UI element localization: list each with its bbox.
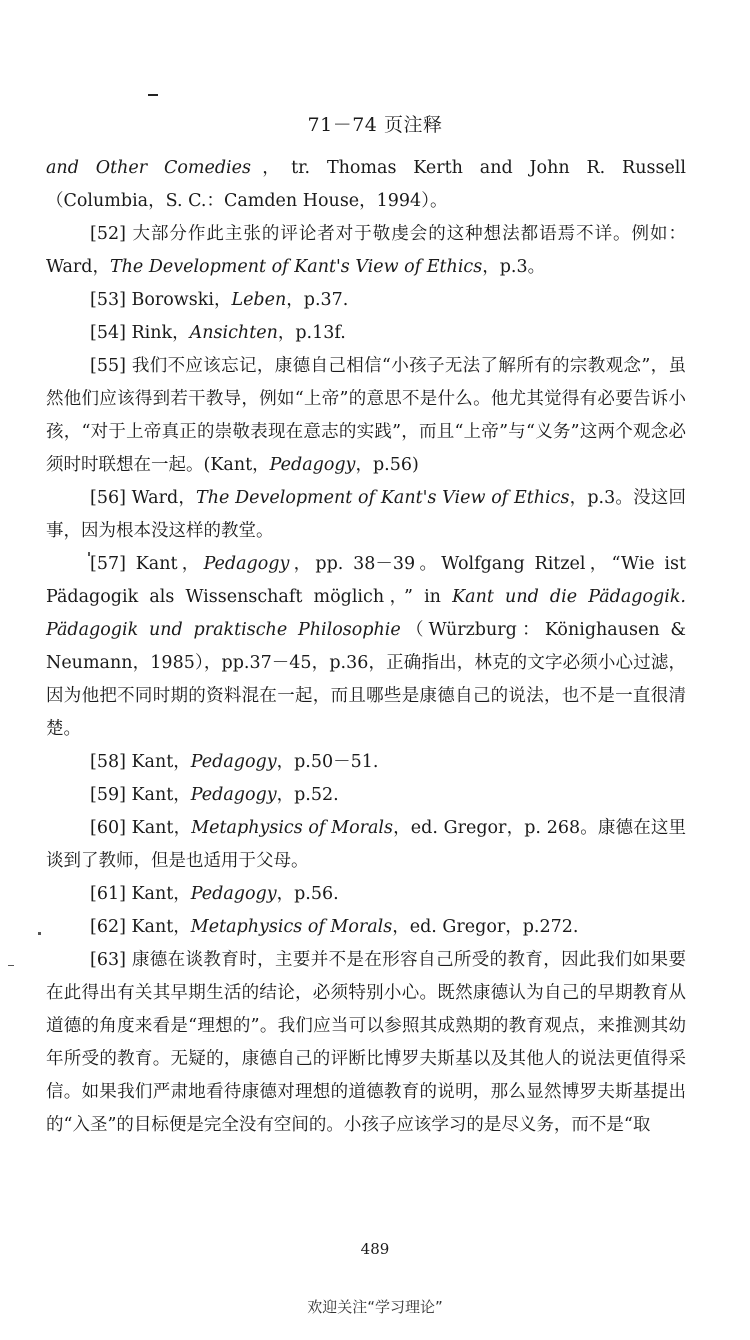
note-text: [59] Kant， — [90, 785, 191, 805]
italic-title: Kant und die Pädagogik. Pädagogik und praktische Philosophie — [46, 587, 686, 640]
note-text: ，p.3。 — [482, 257, 546, 277]
note-text: ，p.52. — [276, 785, 339, 805]
note-54 — [46, 317, 686, 350]
italic-title: The Development of Kant's View of Ethics — [196, 488, 570, 508]
note-61 — [46, 878, 686, 911]
note-text: ，p.37. — [286, 290, 349, 310]
italic-title: Pedagogy — [190, 785, 277, 805]
watermark-text: 欢迎关注“学习理论” — [307, 1298, 443, 1316]
note-text: [58] Kant， — [90, 752, 191, 772]
note-text: [61] Kant， — [90, 884, 191, 904]
scan-speck — [38, 932, 41, 935]
note-text: [62] Kant， — [90, 917, 191, 937]
italic-title: The Development of Kant's View of Ethics — [109, 257, 483, 277]
italic-title: Pedagogy — [190, 752, 277, 772]
italic-title: and Other Comedies — [46, 158, 251, 178]
note-text: ，tr. Thomas Kerth and John R. Russell（Columbia，S. C.：Camden House，1994）。 — [46, 158, 687, 211]
note-text: ，p.13f. — [277, 323, 346, 343]
scan-speck — [8, 965, 14, 966]
note-52 — [46, 218, 686, 284]
note-text: [54] Rink， — [90, 323, 190, 343]
page-number: 489 — [360, 1240, 390, 1258]
scan-speck — [88, 552, 90, 556]
note-text: ，ed. Gregor，p.272. — [392, 917, 579, 937]
note-text: ，p.56) — [355, 455, 419, 475]
note-56 — [46, 482, 686, 548]
note-text: ，p.3。没这回事，因为根本没这样的教堂。 — [46, 488, 686, 541]
italic-title: Pedagogy — [269, 455, 356, 475]
note-text: （Würzburg：Könighausen & Neumann，1985），pp.37－45，p.36，正确指出，林克的文字必须小心过滤，因为他把不同时期的资料混在一起，而且哪些是康德自己的说法，也不是一直很清楚。 — [46, 620, 686, 739]
note-62 — [46, 911, 686, 944]
running-head: 71－74 页注释 — [307, 114, 443, 136]
italic-title: Metaphysics of Morals — [190, 917, 393, 937]
note-57 — [46, 548, 686, 746]
italic-title: Ansichten — [189, 323, 278, 343]
note-text: [60] Kant， — [90, 818, 192, 838]
note-60 — [46, 812, 686, 878]
note-58 — [46, 746, 686, 779]
note-text: ，p.56. — [276, 884, 339, 904]
italic-title: Pedagogy — [203, 554, 290, 574]
note-text: [63] 康德在谈教育时，主要并不是在形容自己所受的教育，因此我们如果要在此得出有关其早期生活的结论，必须特别小心。既然康德认为自己的早期教育从道德的角度来看是“理想的”。我们应当可以参照其成熟期的教育观点，来推测其幼年所受的教育。无疑的，康德自己的评断比博罗夫斯基以及其他人的说法更值得采信。如果我们严肃地看待康德对理想的道德教育的说明，那么显然博罗夫斯基提出的“入圣”的目标便是完全没有空间的。小孩子应该学习的是尽义务，而不是“取 — [46, 950, 686, 1135]
note-text: ，pp. 38－39。Wolfgang Ritzel，“Wie ist Pädagogik als Wissenschaft möglich，” in — [46, 554, 687, 607]
note-63 — [46, 944, 686, 1142]
notes-body — [46, 152, 686, 1142]
note-text: [56] Ward， — [90, 488, 197, 508]
italic-title: Leben — [231, 290, 287, 310]
note-59 — [46, 779, 686, 812]
note-text: [52] 大部分作此主张的评论者对于敬虔会的这种想法都语焉不详。例如：Ward， — [46, 224, 686, 277]
note-text: [53] Borowski， — [90, 290, 232, 310]
note-text: ，ed. Gregor，p. 268。康德在这里谈到了教师，但是也适用于父母。 — [46, 818, 686, 871]
italic-title: Metaphysics of Morals — [191, 818, 393, 838]
note-text: [57] Kant， — [90, 554, 204, 574]
note-text: [55] 我们不应该忘记，康德自己相信“小孩子无法了解所有的宗教观念”，虽然他们应该得到若干教导，例如“上帝”的意思不是什么。他尤其觉得有必要告诉小孩，“对于上帝真正的崇敬表现在意志的实践”，而且“上帝”与“义务”这两个观念必须时时联想在一起。(Kant， — [46, 356, 686, 475]
note-55 — [46, 350, 686, 482]
note-text: ，p.50－51. — [276, 752, 379, 772]
italic-title: Pedagogy — [190, 884, 277, 904]
note-continuation — [46, 152, 686, 218]
note-53 — [46, 284, 686, 317]
scan-mark — [148, 94, 158, 96]
